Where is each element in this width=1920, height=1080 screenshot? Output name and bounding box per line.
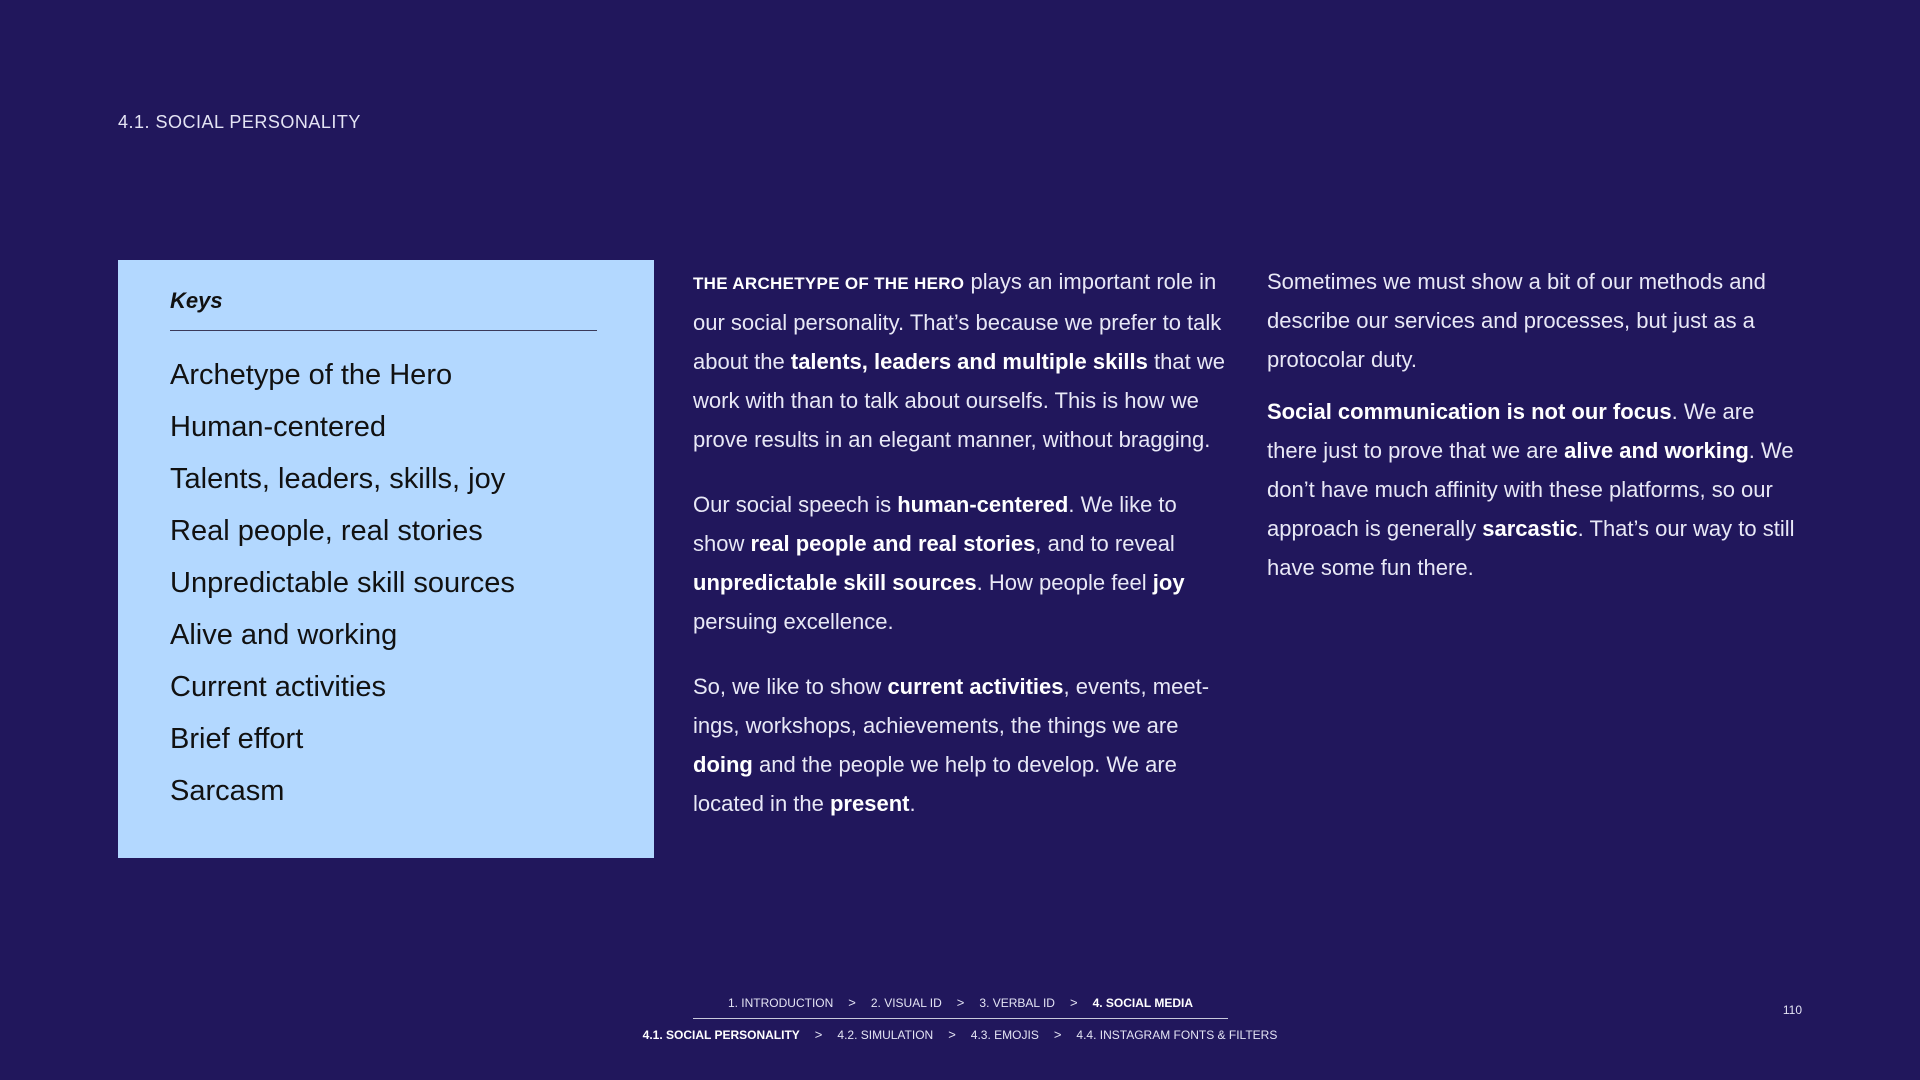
breadcrumb-simulation[interactable]: 4.2. SIMULATION: [837, 1028, 934, 1042]
key-item: Sarcasm: [170, 775, 285, 807]
text-run: . We are there just to prove that we are: [1267, 399, 1755, 463]
key-item: Archetype of the Hero: [170, 359, 453, 391]
breadcrumb-social-media[interactable]: 4. SOCIAL MEDIA: [1092, 996, 1194, 1010]
breadcrumb-visual-id[interactable]: 2. VISUAL ID: [870, 996, 942, 1010]
breadcrumb-verbal-id[interactable]: 3. VERBAL ID: [979, 996, 1055, 1010]
key-item: Current activities: [170, 671, 386, 703]
breadcrumb-separator: >: [948, 1027, 956, 1042]
right-column: [1267, 262, 1803, 600]
key-item: Alive and working: [170, 619, 398, 651]
breadcrumb-instagram-fonts-filters[interactable]: 4.4. INSTAGRAM FONTS & FILTERS: [1076, 1028, 1278, 1042]
text-run: plays an important role in our social personality. That’s because we prefer to talk about the: [693, 269, 1222, 374]
emphasis: Social communication is not our focus: [1267, 399, 1672, 424]
emphasis: alive and working: [1564, 438, 1749, 463]
breadcrumb-separator: >: [956, 995, 965, 1010]
paragraph-archetype: [693, 262, 1229, 459]
emphasis: joy: [1152, 570, 1185, 595]
breadcrumb-separator: >: [1053, 1027, 1062, 1042]
breadcrumb-introduction[interactable]: 1. INTRODUCTION: [727, 996, 834, 1010]
breadcrumb-separator: >: [1069, 995, 1078, 1010]
paragraph-human-centered: [693, 485, 1229, 641]
text-run: . We like to show: [693, 492, 1177, 556]
paragraph-lead: THE ARCHETYPE OF THE HERO: [693, 274, 965, 293]
emphasis: real people and real stories: [750, 531, 1036, 556]
emphasis: talents, leaders and multiple skills: [790, 349, 1148, 374]
text-run: , events, meet-ings, workshops, achievements, the things we are: [693, 674, 1210, 738]
breadcrumb-separator: >: [848, 995, 856, 1010]
page-number: 110: [1782, 1003, 1802, 1017]
paragraph-social-focus: [1267, 392, 1803, 587]
keys-list: [170, 349, 597, 817]
text-run: Our social speech is: [693, 492, 898, 517]
emphasis: unpredictable skill sources: [693, 570, 977, 595]
section-label: 4.1. SOCIAL PERSONALITY: [118, 112, 361, 132]
key-item: Talents, leaders, skills, joy: [170, 463, 506, 495]
emphasis: current activities: [887, 674, 1064, 699]
breadcrumb-chapters: [693, 995, 1228, 1019]
breadcrumb-separator: >: [814, 1027, 823, 1042]
text-run: that we work with than to talk about ourselfs. This is how we prove results in an elegant manner, without bragging.: [693, 349, 1225, 452]
breadcrumb-emojis[interactable]: 4.3. EMOJIS: [970, 1028, 1039, 1042]
text-run: persuing excellence.: [693, 609, 894, 634]
text-run: . We don’t have much affinity with these platforms, so our approach is generally: [1267, 438, 1794, 541]
paragraph-current-activities: [693, 667, 1229, 823]
key-item: Unpredictable skill sources: [170, 567, 515, 599]
middle-column: [693, 262, 1229, 849]
text-run: . That’s our way to still have some fun there.: [1267, 516, 1795, 580]
emphasis: human-centered: [897, 492, 1069, 517]
key-item: Human-centered: [170, 411, 386, 443]
text-run: .: [909, 791, 916, 816]
emphasis: sarcastic: [1482, 516, 1578, 541]
paragraph-methods: Sometimes we must show a bit of our methods and describe our services and processes, but just as a protocolar duty.: [1267, 269, 1766, 372]
text-run: , and to reveal: [1035, 531, 1175, 556]
breadcrumb-subsections: [0, 1027, 1920, 1042]
key-item: Real people, real stories: [170, 515, 483, 547]
emphasis: doing: [693, 752, 753, 777]
text-run: . How people feel: [976, 570, 1153, 595]
emphasis: present: [829, 791, 910, 816]
keys-title: Keys: [170, 288, 597, 331]
text-run: and the people we help to develop. We are located in the: [693, 752, 1177, 816]
key-item: Brief effort: [170, 723, 304, 755]
text-run: So, we like to show: [693, 674, 888, 699]
keys-box: [118, 260, 654, 858]
breadcrumb-social-personality[interactable]: 4.1. SOCIAL PERSONALITY: [642, 1028, 800, 1042]
